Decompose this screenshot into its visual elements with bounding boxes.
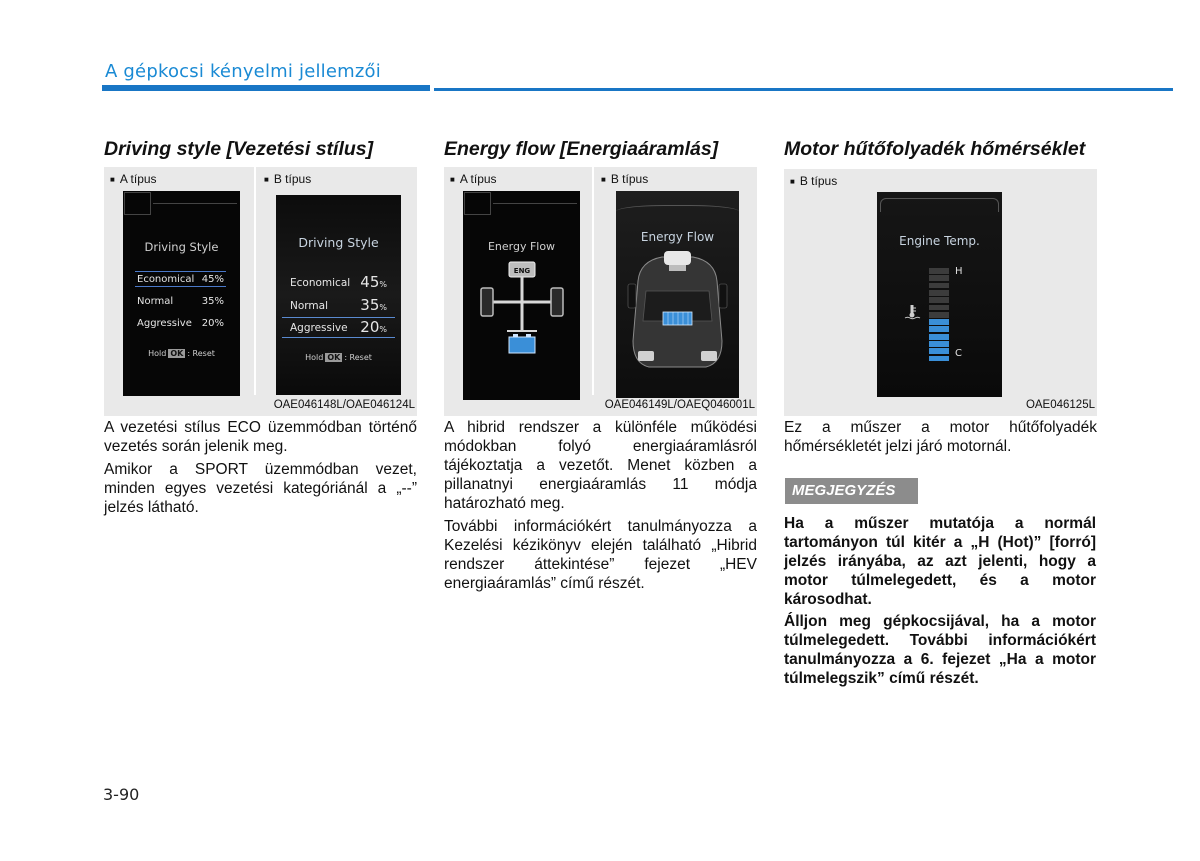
engine-label: ENG xyxy=(513,267,531,275)
engine-temp-figure xyxy=(784,169,1097,416)
screen-top-frame xyxy=(880,198,999,212)
temperature-gauge xyxy=(929,268,949,363)
type-a-label: ■ A típus xyxy=(110,172,157,186)
screen-top-line xyxy=(153,203,237,204)
hot-label: H xyxy=(955,266,963,277)
note-body xyxy=(784,514,1096,691)
coolant-temp-icon xyxy=(903,304,921,320)
driving-style-screen-b xyxy=(276,195,401,395)
row-aggressive-value: 20% xyxy=(201,318,224,329)
energy-flow-screen-b xyxy=(616,191,739,398)
row-normal-value: 35% xyxy=(201,296,224,307)
type-a-label: ■ A típus xyxy=(450,172,497,186)
paragraph: További információkért tanulmányozza a Kezelési kézikönyv elején található „Hibrid rendszer áttekintése” fejezet „HEV energiaáramlás” című részét. xyxy=(444,518,757,592)
type-b-label: ■ B típus xyxy=(790,174,837,188)
car-render xyxy=(616,191,739,398)
row-economical-label: Economical xyxy=(137,274,195,285)
engine-temp-body xyxy=(784,418,1097,460)
gauge-segment xyxy=(929,341,949,347)
energy-flow-figure xyxy=(444,167,757,416)
reset-hint: Hold OK : Reset xyxy=(305,353,372,362)
screen-title: Energy Flow xyxy=(487,240,556,253)
header-rule xyxy=(434,88,1173,91)
paragraph: A hibrid rendszer a különféle működési módokban folyó energiaáramlásról tájékoztatja a vezetőt. Menet közben a pillanatnyi energiaáramlás 11 módja határozható meg. xyxy=(444,419,757,512)
row-economical-value: 45% xyxy=(201,274,224,285)
driving-style-heading: Driving style [Vezetési stílus] xyxy=(104,138,374,160)
page-number: 3-90 xyxy=(103,785,140,804)
note-paragraph: Álljon meg gépkocsijával, ha a motor túlmelegedett. További információkért tanulmányozza a 6. fejezet „Ha a motor túlmelegszik” című részét. xyxy=(784,613,1096,687)
gauge-segment xyxy=(929,297,949,303)
figure-reference: OAE046148L/OAE046124L xyxy=(273,399,415,411)
header-accent-bar xyxy=(102,85,430,91)
screen-title: Engine Temp. xyxy=(899,234,980,248)
gauge-segment xyxy=(929,268,949,274)
ok-key-icon: OK xyxy=(327,353,341,362)
driving-style-figure xyxy=(104,167,417,416)
screen-title: Driving Style xyxy=(144,240,219,254)
cold-label: C xyxy=(955,348,962,359)
gauge-segment xyxy=(929,326,949,332)
note-label: MEGJEGYZÉS xyxy=(785,478,918,504)
row-normal-value: 35% xyxy=(360,296,387,314)
screen-title: Driving Style xyxy=(298,235,379,250)
engine-temp-screen xyxy=(877,192,1002,397)
driving-style-body xyxy=(104,418,417,521)
selection-line-top xyxy=(135,271,226,272)
row-normal-label: Normal xyxy=(137,296,174,307)
figure-reference: OAE046125L xyxy=(1025,399,1095,411)
type-b-label: ■ B típus xyxy=(264,172,311,186)
figure-reference: OAE046149L/OAEQ046001L xyxy=(604,399,755,411)
type-b-label: ■ B típus xyxy=(601,172,648,186)
panel-divider xyxy=(254,167,256,395)
gauge-segment xyxy=(929,305,949,311)
paragraph: Amikor a SPORT üzemmódban vezet, minden egyes vezetési kategóriánál a „--” jelzés látható. xyxy=(104,461,417,516)
row-economical-label: Economical xyxy=(290,277,351,289)
gauge-segment xyxy=(929,275,949,281)
driving-style-screen-a xyxy=(123,191,240,396)
screen-corner-box xyxy=(124,192,151,215)
gauge-segment xyxy=(929,356,949,362)
paragraph: Ez a műszer a motor hűtőfolyadék hőmérsékletét jelzi járó motornál. xyxy=(784,419,1097,455)
selection-line-bottom xyxy=(282,337,395,338)
paragraph: A vezetési stílus ECO üzemmódban történő vezetés során jelenik meg. xyxy=(104,419,417,455)
gauge-segment xyxy=(929,290,949,296)
gauge-segment xyxy=(929,334,949,340)
row-normal-label: Normal xyxy=(290,300,328,312)
gauge-segment xyxy=(929,319,949,325)
gauge-segment xyxy=(929,312,949,318)
gauge-segment xyxy=(929,283,949,289)
ok-key-icon: OK xyxy=(170,349,184,358)
row-aggressive-label: Aggressive xyxy=(290,322,348,334)
gauge-segment xyxy=(929,348,949,354)
chapter-title: A gépkocsi kényelmi jellemzői xyxy=(105,61,381,82)
selection-line-bottom xyxy=(135,286,226,287)
screen-title: Energy Flow xyxy=(640,230,715,244)
note-paragraph: Ha a műszer mutatója a normál tartományon túl kitér a „H (Hot)” [forró] jelzés irányába, az azt jelenti, hogy a motor túlmelegedett, és a motor károsodhat. xyxy=(784,515,1096,608)
energy-flow-body xyxy=(444,418,757,597)
row-aggressive-label: Aggressive xyxy=(137,318,192,329)
panel-divider xyxy=(592,167,594,395)
energy-flow-heading: Energy flow [Energiaáramlás] xyxy=(444,138,719,160)
drivetrain-diagram xyxy=(463,191,580,400)
row-aggressive-value: 20% xyxy=(360,318,387,336)
row-economical-value: 45% xyxy=(360,273,387,291)
energy-flow-screen-a xyxy=(463,191,580,400)
engine-temp-heading: Motor hűtőfolyadék hőmérséklet xyxy=(784,138,1086,160)
reset-hint: Hold OK : Reset xyxy=(148,349,215,358)
